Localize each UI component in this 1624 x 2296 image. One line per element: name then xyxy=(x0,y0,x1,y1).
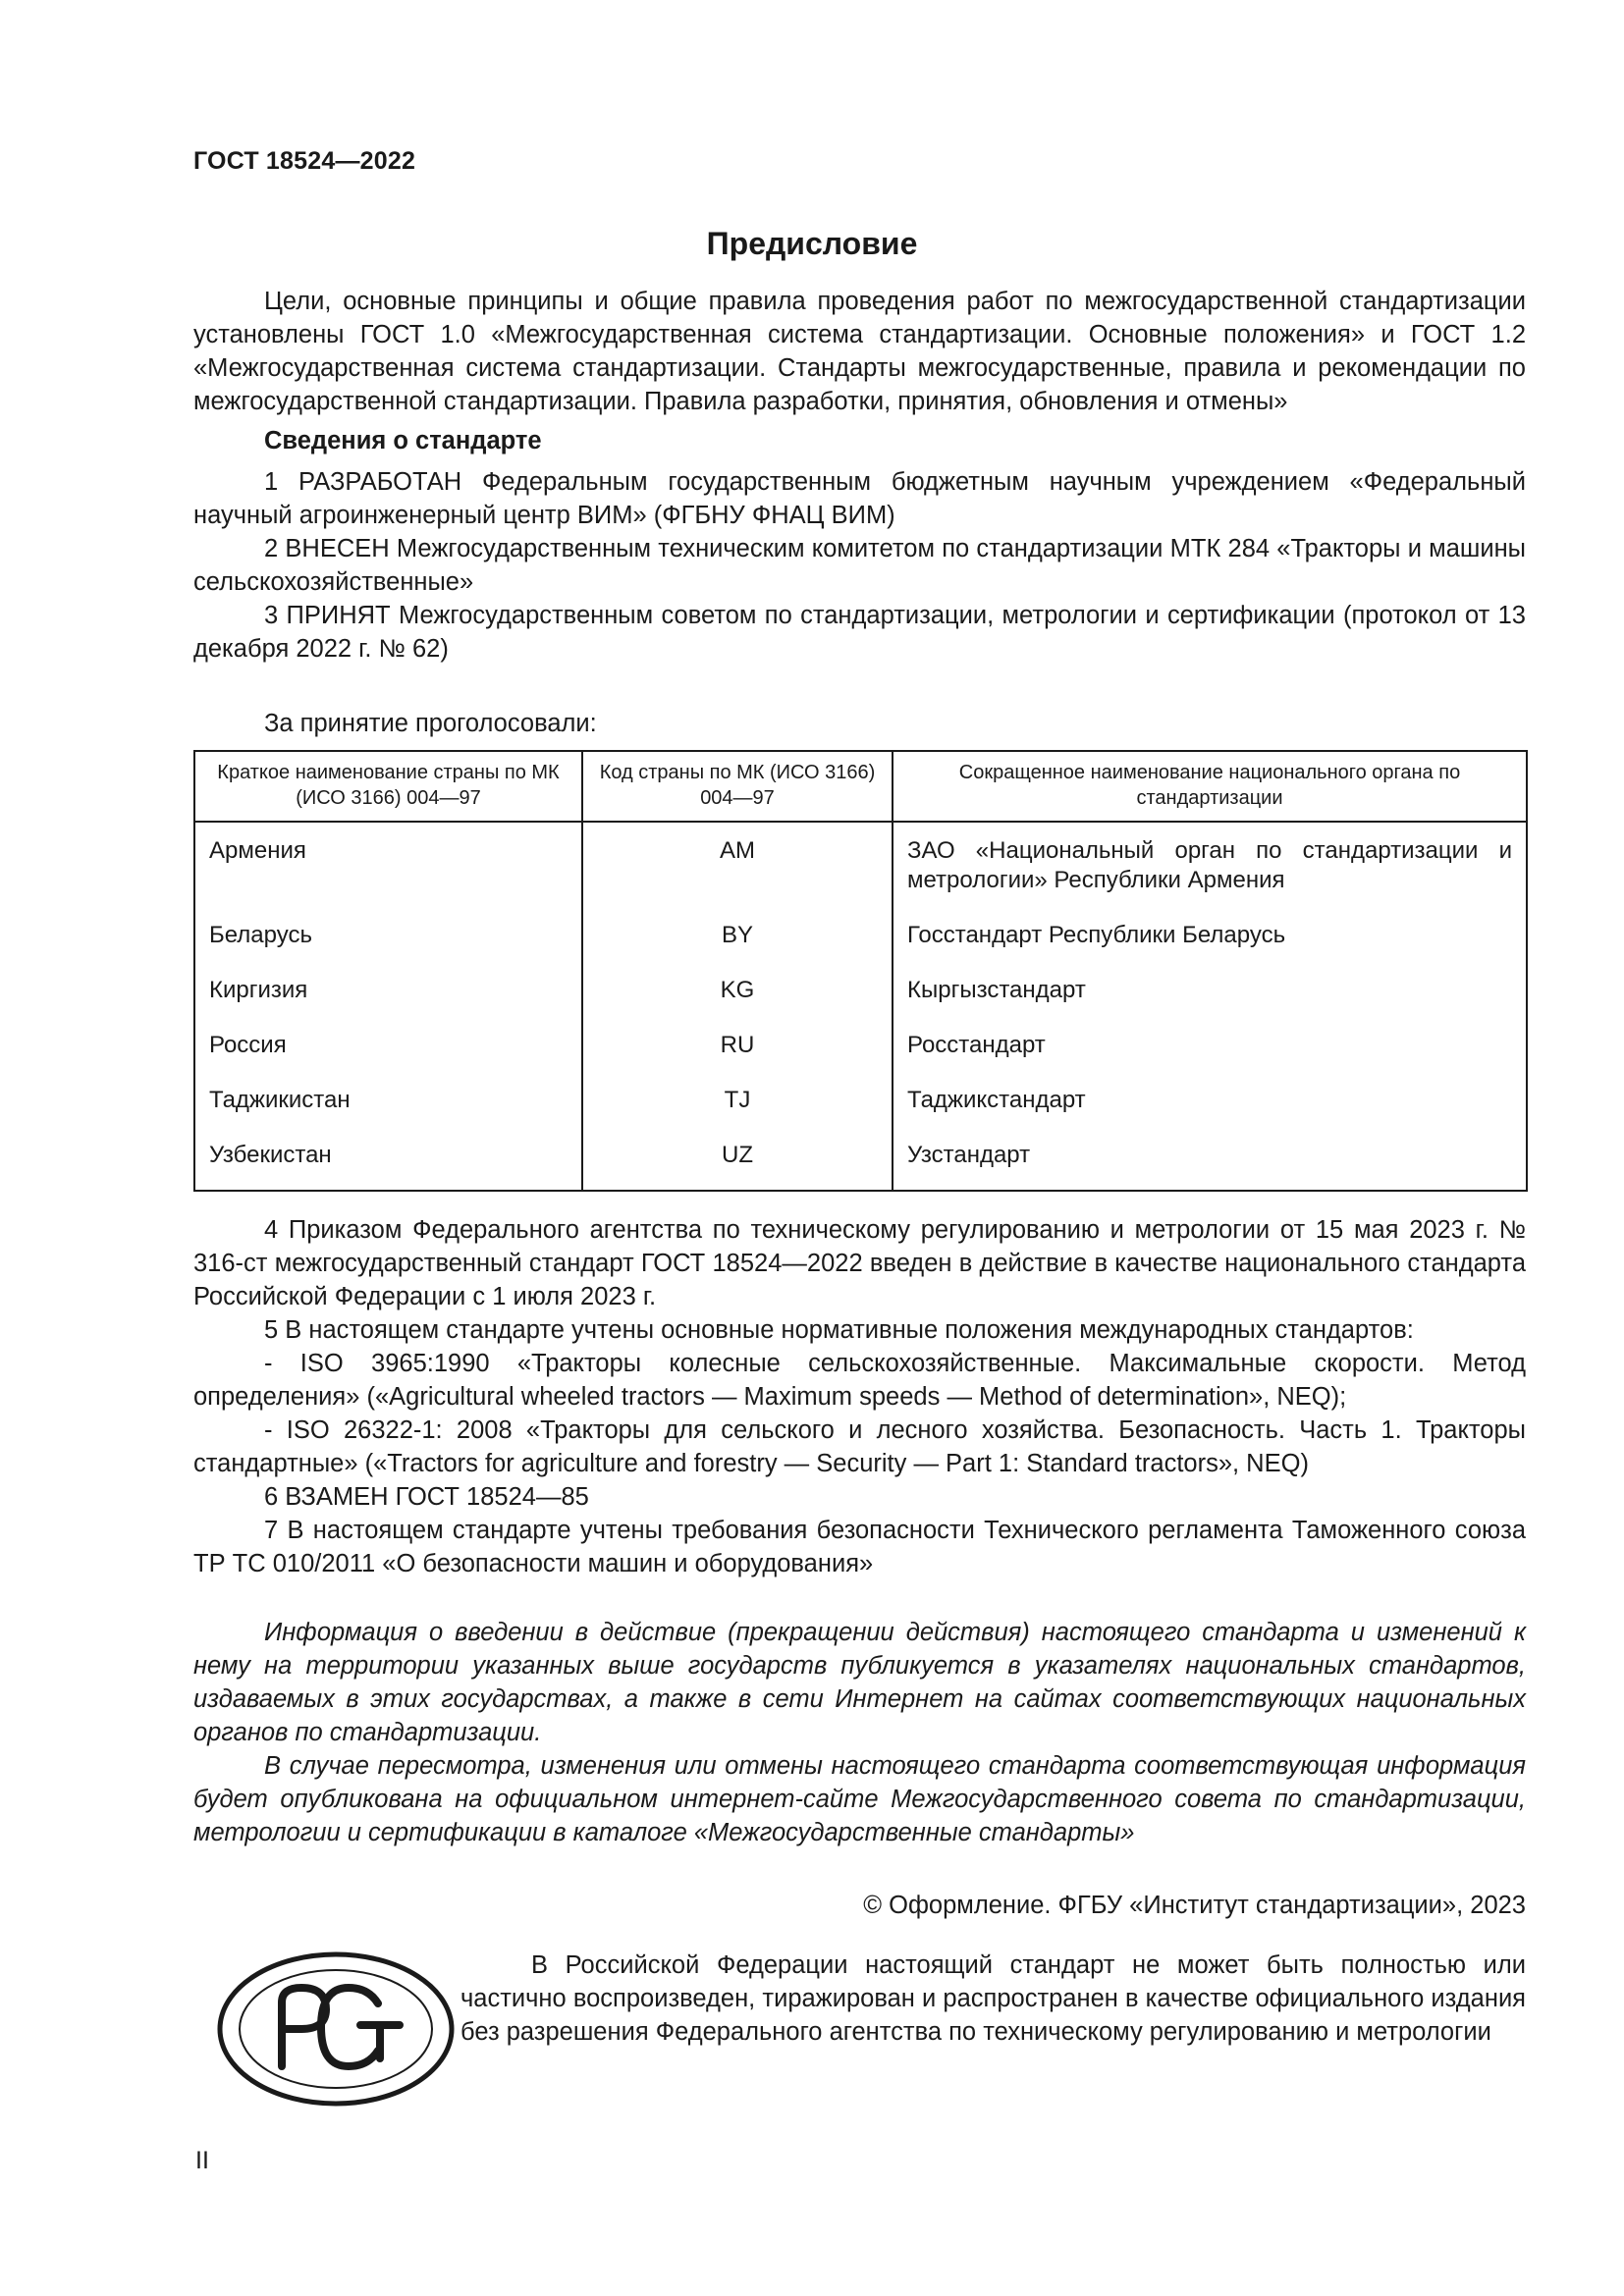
page-number: II xyxy=(195,2147,209,2174)
cell-country: Россия xyxy=(194,1025,582,1080)
table-row xyxy=(194,1135,1527,1191)
cell-country: Беларусь xyxy=(194,915,582,970)
cell-code: TJ xyxy=(582,1080,893,1135)
table-header-code: Код страны по МК (ИСО 3166) 004—97 xyxy=(582,751,893,822)
table-header-row xyxy=(194,751,1527,822)
standard-code: ГОСТ 18524—2022 xyxy=(193,147,416,175)
cell-code: UZ xyxy=(582,1135,893,1191)
voting-table xyxy=(193,750,1528,1192)
cell-country: Таджикистан xyxy=(194,1080,582,1135)
table-row xyxy=(194,1080,1527,1135)
cell-code: RU xyxy=(582,1025,893,1080)
info-heading: Сведения о стандарте xyxy=(264,427,542,454)
table-header-country: Краткое наименование страны по МК (ИСО 3166) 004—97 xyxy=(194,751,582,822)
rst-certification-mark-icon xyxy=(213,1949,459,2110)
item-enacted: 4 Приказом Федерального агентства по техническому регулированию и метрологии от 15 мая 2023 г. № 316-ст межгосударственный стандарт ГОСТ 18524—2022 введен в действие в качестве национального стандарта Российской Федерации с 1 июля 2023 г. xyxy=(193,1216,1526,1310)
cell-code: KG xyxy=(582,970,893,1025)
cell-org: Узстандарт xyxy=(907,1142,1031,1168)
notice-paragraph: В случае пересмотра, изменения или отмены настоящего стандарта соответствующая информация будет опубликована на официальном интернет-сайте Межгосударственного совета по стандартизации, метрологии и сертификации в каталоге «Межгосударственные стандарты» xyxy=(193,1752,1526,1846)
item-adopted: 3 ПРИНЯТ Межгосударственным советом по стандартизации, метрологии и сертификации (протокол от 13 декабря 2022 г. № 62) xyxy=(193,602,1526,663)
voted-label: За принятие проголосовали: xyxy=(264,710,597,737)
table-row xyxy=(194,822,1527,915)
notice-paragraph: Информация о введении в действие (прекращении действия) настоящего стандарта и изменений к нему на территории указанных выше государств публикуется в указателях национальных стандартов, издаваемых в этих государствах, а также в сети Интернет на сайтах соответствующих национальных органов по стандартизации. xyxy=(193,1619,1526,1746)
table-header-org: Сокращенное наименование национального органа по стандартизации xyxy=(893,751,1527,822)
footer-block xyxy=(193,1949,1526,2125)
table-row xyxy=(194,915,1527,970)
cell-org: Таджикстандарт xyxy=(907,1087,1086,1113)
cell-org: Кыргызстандарт xyxy=(907,977,1086,1003)
cell-org: Росстандарт xyxy=(907,1032,1046,1058)
cell-country: Армения xyxy=(194,822,582,915)
item-submitted: 2 ВНЕСЕН Межгосударственным техническим комитетом по стандартизации МТК 284 «Тракторы и машины сельскохозяйственные» xyxy=(193,535,1526,596)
cell-org: Госстандарт Республики Беларусь xyxy=(907,922,1286,948)
cell-code: AM xyxy=(582,822,893,915)
table-row xyxy=(194,1025,1527,1080)
cell-country: Узбекистан xyxy=(194,1135,582,1191)
item-iso-3965: - ISO 3965:1990 «Тракторы колесные сельскохозяйственные. Максимальные скорости. Метод определения» («Agricultural wheeled tractors — Maximum speeds — Method of determination», NEQ); xyxy=(193,1350,1526,1411)
item-replaces: 6 ВЗАМЕН ГОСТ 18524—85 xyxy=(264,1483,589,1511)
cell-code: BY xyxy=(582,915,893,970)
cell-org: ЗАО «Национальный орган по стандартизации и метрологии» Республики Армения xyxy=(907,837,1512,893)
item-safety-requirements: 7 В настоящем стандарте учтены требования безопасности Технического регламента Таможенного союза ТР ТС 010/2011 «О безопасности машин и оборудования» xyxy=(193,1517,1526,1577)
copyright-line: © Оформление. ФГБУ «Институт стандартизации», 2023 xyxy=(863,1892,1526,1919)
intro-paragraph: Цели, основные принципы и общие правила проведения работ по межгосударственной стандартизации установлены ГОСТ 1.0 «Межгосударственная система стандартизации. Основные положения» и ГОСТ 1.2 «Межгосударственная система стандартизации. Стандарты межгосударственные, правила и рекомендации по межгосударственной стандартизации. Правила разработки, принятия, обновления и отмены» xyxy=(193,288,1526,415)
cell-country: Киргизия xyxy=(194,970,582,1025)
item-iso-26322: - ISO 26322-1: 2008 «Тракторы для сельского и лесного хозяйства. Безопасность. Часть 1. Тракторы стандартные» («Tractors for agriculture and forestry — Security — Part 1: Standard tractors», NEQ) xyxy=(193,1416,1526,1477)
preface-content xyxy=(193,285,1526,1922)
page-title: Предисловие xyxy=(706,226,918,261)
item-international-standards: 5 В настоящем стандарте учтены основные нормативные положения международных стандартов: xyxy=(264,1316,1414,1344)
table-row xyxy=(194,970,1527,1025)
item-developed: 1 РАЗРАБОТАН Федеральным государственным бюджетным научным учреждением «Федеральный научный агроинженерный центр ВИМ» (ФГБНУ ФНАЦ ВИМ) xyxy=(193,468,1526,529)
reproduction-notice: В Российской Федерации настоящий стандарт не может быть полностью или частично воспроизведен, тиражирован и распространен в качестве официального издания без разрешения Федерального агентства по техническому регулированию и метрологии xyxy=(460,1951,1526,2046)
